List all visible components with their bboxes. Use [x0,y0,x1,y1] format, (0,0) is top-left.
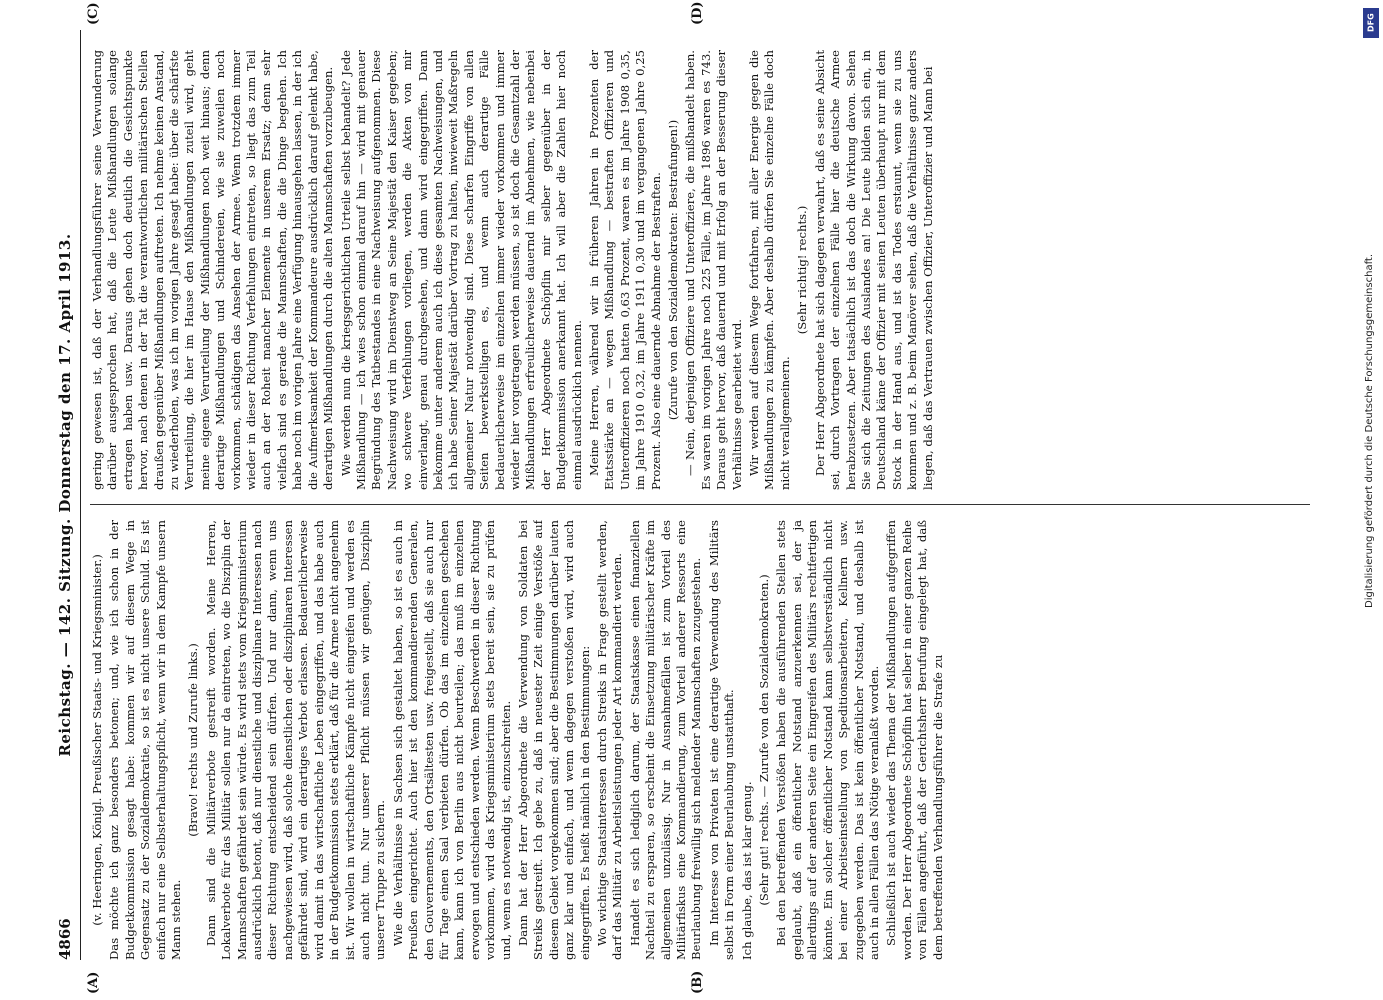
margin-mark-b: (B) [690,970,705,994]
funding-credit-text: Digitalisierung gefördert durch die Deutsche Forschungsgemeinschaft. [1364,253,1375,608]
paragraph: Dann sind die Militärverbote gestreift worden. Meine Herren, Lokalverbote für das Militär sollen nur da eintreten, wo die Disziplin der Mannschaften gefährdet sein würde. Es wird stets vom Kriegsministerium ausdrücklich betont, daß nur dienstliche und disziplinare Interessen nach dieser Richtung entscheidend sein dürfen. Und nur dann, wenn uns nachgewiesen wird, daß solche dienstlichen oder disziplinaren Interessen gefährdet sind, wird ein derartiges Verbot erlassen. Bedauerlicherweise wird damit in das wirtschaftliche Leben eingegriffen, und das habe auch in der Budgetkommission stets erklärt, daß für die Armee nicht angenehm ist. Wir wollen in wirtschaftliche Kämpfe nicht eingreifen und werden es auch nicht tun. Nur unserer Pflicht müssen wir genügen, Disziplin unserer Truppe zu sichern. [203,520,388,960]
interjection: (Bravo! rechts und Zurufe links.) [186,643,201,837]
speaker-line: (v. Heeringen, Königl. Preußischer Staats- und Kriegsminister.) [90,554,104,926]
page-number: 4866 [56,918,74,960]
paragraph: Bei den betreffenden Verstößen haben die ausführenden Stellen stets geglaubt, daß ein öffentlicher Notstand anzuerkennen sei, der ja allerdings auf der anderen Seite ein Eingreifen des Militärs rechtfertigen könnte. Ein solcher öffentlicher Notstand kann selbstverständlich nicht bei einer Arbeitseinstellung von Speditionsarbeitern, Kellnern usw. zugegeben werden. Das ist kein öffentlicher Notstand, und deshalb ist auch in allen Fällen das Nötige veranlaßt worden. [774,520,881,960]
paragraph: Dann hat der Herr Abgeordnete die Verwendung von Soldaten bei Streiks gestreift. Ich gebe zu, daß in neuester Zeit einige Verstöße auf diesem Gebiet vorgekommen sind; aber die Bestimmungen darüber lauten ganz klar und einfach, und wenn dagegen verstoßen wird, wird auch eingegriffen. Es heißt nämlich in den Bestimmungen: [515,520,592,960]
margin-mark-d: (D) [690,1,705,25]
paragraph: Wie die Verhältnisse in Sachsen sich gestaltet haben, so ist es auch in Preußen eingerichtet. Auch hier ist den kommandierenden Generalen, den Gouvernements, den Ortsältesten usw. freigestellt, daß sie auch nur für Tage einen Saal verbieten dürfen. Ob das im einzelnen geschehen kann, kann ich von Berlin aus nicht beurteilen; das muß im einzelnen erwogen und entschieden werden. Wenn Beschwerden in dieser Richtung vorkommen, wird das Kriegsministerium stets bereit sein, sie zu prüfen und, wenn es notwendig ist, einzuschreiten. [390,520,513,960]
paragraph: — Nein, derjenigen Offiziere und Unteroffiziere, die mißhandelt haben. Es waren im vorigen Jahre noch 225 Fälle, im Jahre 1896 waren es 743. Daraus geht hervor, daß dauernd und mit Erfolg an der Besserung dieser Verhältnisse gearbeitet wird. [683,50,744,490]
margin-mark-a: (A) [86,971,101,994]
paragraph: Schließlich ist auch wieder das Thema der Mißhandlungen aufgegriffen worden. Der Herr Abgeordnete Schöpflin hat selber in einer ganzen Reihe von Fällen angeführt, daß der Gerichtsherr Berufung eingelegt hat, daß dem betreffenden Verhandlungsführer die Strafe zu [884,520,945,960]
dfg-logo: DFG [1363,8,1379,38]
paragraph: Wir werden auf diesem Wege fortfahren, mit aller Energie gegen die Mißhandlungen zu kämpfen. Aber deshalb dürfen Sie einzelne Fälle doch nicht verallgemeinern. [747,50,792,490]
paragraph: Wie werden nun die kriegsgerichtlichen Urteile selbst behandelt? Jede Mißhandlung — ich wies schon einmal darauf hin — wird mit genauer Begründung des Tatbestandes in eine Nachweisung aufgenommen. Diese Nachweisung wird im Dienstweg an Seine Majestät den Kaiser gegeben; wo schwere Verfehlungen vorliegen, werden die Akten von mir einverlangt, genau durchgesehen, und dann wird eingegriffen. Dann bekomme unter anderem auch ich diese gesamten Nachweisungen, und ich habe Seiner Majestät darüber Vortrag zu halten, inwieweit Maßregeln allgemeiner Natur notwendig sind. Diese scharfen Eingriffe von allen Seiten bewerkstelligen es, und wenn auch derartige Fälle bedauerlicherweise im einzelnen immer wieder vorkommen und immer wieder hier vorgetragen werden müssen, so ist doch die Gesamtzahl der Mißhandlungen erfreulicherweise dauernd im Abnehmen, wie nebenbei der Herr Abgeordnete Schöpflin mir selber gegenüber in der Budgetkommission anerkannt hat. Ich will aber die Zahlen hier noch einmal ausdrücklich nennen. [338,50,584,490]
interjection: (Sehr richtig! rechts.) [795,205,810,335]
interjection: (Zurufe von den Sozialdemokraten: Bestrafungen!) [666,119,681,421]
quoted-regulation: Wo wichtige Staatsinteressen durch Streiks in Frage gestellt werden, darf das Militär zu Arbeitsleistungen jeder Art kommandiert werden. [595,520,625,960]
quoted-regulation: Handelt es sich lediglich darum, der Staatskasse einen finanziellen Nachteil zu ersparen, so erscheint die Einsetzung militärischer Kräfte im allgemeinen unzulässig. Nur in Ausnahmefällen ist zum Vorteil des Militärfiskus eine Kommandierung, zum Vorteil anderer Ressorts eine Beurlaubung freiwillig sich meldender Mannschaften zuzugestehen. [627,520,704,960]
rotated-page [50,1,1350,994]
paragraph: Das möchte ich ganz besonders betonen; und, wie ich schon in der Budgetkommission gesagt habe: kommen wir auf diesem Wege in Gegensatz zu der Sozialdemokratie, so ist es nicht unsere Schuld. Es ist einfach nur eine Selbsterhaltungspflicht, wenn wir in dem Kampfe unsern Mann stehen. [107,520,184,960]
right-column [90,50,1310,490]
column-divider [90,504,1310,505]
margin-mark-c: (C) [86,2,101,25]
paragraph: Der Herr Abgeordnete hat sich dagegen verwahrt, daß es seine Absicht sei, durch Vortragen der einzelnen Fälle hier die deutsche Armee herabzusetzen. Aber tatsächlich ist das doch die Wirkung davon. Sehen Sie sich die Zeitungen des Auslandes an! Die Leute bilden sich ein, in Deutschland käme der Offizier mit seinen Leuten überhaupt nur mit dem Stock in der Hand aus, und ist das Todes erstaunt, wenn sie zu uns kommen und z. B. beim Manöver sehen, daß die Verhältnisse ganz anders liegen, daß das Vertrauen zwischen Offizier, Unteroffizier und Mann bei [812,50,935,490]
running-title: Reichstag. — 142. Sitzung. Donnerstag den 17. April 1913. [56,233,74,757]
funding-credit [1361,8,1379,608]
paragraph: Ich glaube, das ist klar genug. [739,781,754,960]
interjection: (Sehr gut! rechts. — Zurufe von den Sozialdemokraten.) [757,574,772,906]
paragraph: gering gewesen ist, daß der Verhandlungsführer seine Verwunderung darüber ausgesprochen hat, daß die Leute Mißhandlungen solange ertragen haben usw. Daraus gehen doch deutlich die Gesichtspunkte hervor, nach denen in der Tat die verantwortlichen militärischen Stellen draußen gegenüber Mißhandlungen auftreten. Ich nehme keinen Anstand, zu wiederholen, was ich im vorigen Jahre gesagt habe: über die schärfste Verurteilung, die hier im Hause den Mißhandlungen zuteil wird, geht meine eigene Verurteilung der Mißhandlungen noch weit hinaus; denn derartige Mißhandlungen und Schindereien, wie sie zuweilen noch vorkommen, schädigen das Ansehen der Armee. Wenn trotzdem immer wieder in dieser Richtung Verfehlungen eintreten, so liegt das zum Teil auch an der Roheit mancher Elemente in unserem Ersatz; denn sehr vielfach sind es gerade die Mannschaften, die die Dinge begehen. Ich habe noch im vorigen Jahre eine Verfügung hinausgehen lassen, in der ich die Aufmerksamkeit der Kommandeure ausdrücklich darauf gelenkt habe, derartigen Mißhandlungen durch die alten Mannschaften vorzubeugen. [90,50,336,490]
paragraph: Meine Herren, während wir in früheren Jahren in Prozenten der Etatsstärke an — wegen Mißhandlung — bestraften Offizieren und Unteroffizieren noch hatten 0,63 Prozent, waren es im Jahre 1908 0,35, im Jahre 1910 0,32, im Jahre 1911 0,30 und im vergangenen Jahre 0,25 Prozent. Also eine dauernde Abnahme der Bestraften. [587,50,663,490]
running-head [50,30,81,960]
left-column [90,520,1310,960]
quoted-regulation: Im Interesse von Privaten ist eine derartige Verwendung des Militärs selbst in Form einer Beurlaubung unstatthaft. [706,520,737,960]
